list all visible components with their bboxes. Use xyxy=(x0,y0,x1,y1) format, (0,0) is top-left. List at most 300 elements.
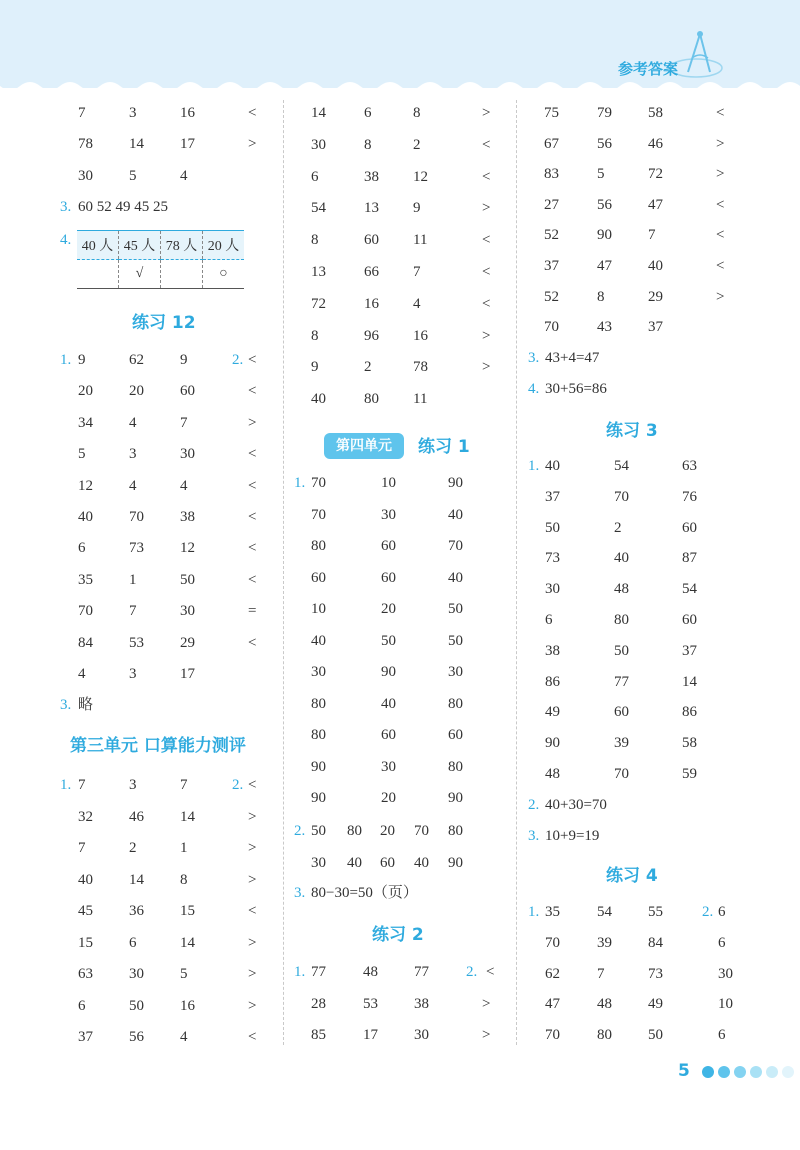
answer-value: 70 xyxy=(311,475,326,491)
table-mark-cell xyxy=(161,260,203,289)
answer-value: 4 xyxy=(180,477,188,494)
table-mark-cell xyxy=(77,260,119,289)
question-number: 3. xyxy=(60,697,72,713)
answer-value: < xyxy=(482,232,491,249)
answer-value: 4 xyxy=(129,414,137,431)
answer-value: < xyxy=(248,540,257,557)
answer-value: 58 xyxy=(648,105,663,121)
answer-value: 58 xyxy=(682,735,697,752)
answer-value: 1 xyxy=(180,840,188,856)
answer-value: 70 xyxy=(544,319,559,336)
answer-value: 38 xyxy=(414,995,429,1012)
answer-value: 35 xyxy=(78,571,93,588)
answer-value: 72 xyxy=(311,295,326,312)
answer-value: 47 xyxy=(545,996,560,1013)
answer-value: 49 xyxy=(648,996,663,1013)
question-number: 1. xyxy=(60,777,72,793)
answer-value: 17 xyxy=(363,1027,378,1043)
table-header-cell: 78 人 xyxy=(161,231,203,260)
answer-value: 14 xyxy=(129,136,144,153)
answer-value: 40 xyxy=(311,391,326,408)
answer-value: < xyxy=(248,903,257,919)
column-divider xyxy=(516,100,517,1045)
question-number: 2. xyxy=(294,823,306,839)
answer-value: 77 xyxy=(414,964,429,980)
answer-value: < xyxy=(248,777,257,793)
answer-value: 4 xyxy=(180,1029,188,1045)
answer-value: > xyxy=(248,997,257,1014)
answer-value: 3 xyxy=(129,666,137,682)
answer-value: 60 52 49 45 25 xyxy=(78,199,168,215)
answer-value: 73 xyxy=(648,965,663,982)
answer-value: 46 xyxy=(648,135,663,152)
answer-value: < xyxy=(482,136,491,153)
answer-value: < xyxy=(248,571,257,588)
column-divider xyxy=(283,100,284,1045)
answer-value: 45 xyxy=(78,903,93,919)
answer-value: 40 xyxy=(311,632,326,649)
question-number: 2. xyxy=(232,352,244,368)
answer-value: 72 xyxy=(648,166,663,183)
answer-value: 30 xyxy=(414,1027,429,1043)
answer-value: 9 xyxy=(180,352,188,368)
answer-value: 16 xyxy=(364,295,379,312)
answer-value: 80 xyxy=(597,1027,612,1044)
answer-value: 70 xyxy=(448,538,463,554)
page-header xyxy=(0,0,800,88)
question-number: 3. xyxy=(294,885,306,901)
answer-value: 78 xyxy=(413,359,428,376)
answer-value: 5 xyxy=(597,166,605,183)
question-number: 1. xyxy=(60,352,72,368)
question-number: 2. xyxy=(528,797,540,813)
section-title: 练习 2 xyxy=(372,925,424,945)
answer-value: 29 xyxy=(648,288,663,305)
answer-value: 80 xyxy=(448,758,463,775)
answer-value: 80 xyxy=(311,695,326,712)
answer-value: 15 xyxy=(180,903,195,919)
answer-value: 7 xyxy=(597,965,605,982)
answer-value: 32 xyxy=(78,808,93,825)
answer-value: 3 xyxy=(129,105,137,121)
answer-value: 55 xyxy=(648,904,663,920)
answer-value: 78 xyxy=(78,136,93,153)
answer-value: > xyxy=(482,359,491,376)
answer-value: 50 xyxy=(614,642,629,659)
answer-value: 60 xyxy=(364,232,379,249)
answer-value: 77 xyxy=(311,964,326,980)
answer-value: 60 xyxy=(381,727,396,743)
answer-value: 50 xyxy=(448,601,463,617)
answer-value: 12 xyxy=(78,477,93,494)
answer-value: 50 xyxy=(448,632,463,649)
answer-value: 13 xyxy=(364,200,379,217)
answer-value: 12 xyxy=(413,168,428,185)
section-title: 练习 4 xyxy=(606,866,658,886)
page-number: 5 xyxy=(678,1061,690,1081)
answer-value: 3 xyxy=(129,777,137,793)
answer-value: 30 xyxy=(311,664,326,680)
answer-value: 20 xyxy=(380,823,395,839)
table-mark-cell: √ xyxy=(119,260,161,289)
answer-value: 5 xyxy=(180,966,188,982)
answer-value: 84 xyxy=(648,934,663,951)
answer-value: > xyxy=(482,1027,491,1043)
answer-value: < xyxy=(486,964,495,980)
answer-value: 54 xyxy=(597,904,612,920)
answer-value: 30 xyxy=(545,581,560,598)
answer-value: 8 xyxy=(597,288,605,305)
answer-value: 46 xyxy=(129,808,144,825)
answer-value: 34 xyxy=(78,414,93,431)
answer-value: 14 xyxy=(180,808,195,825)
answer-value: 12 xyxy=(180,540,195,557)
answer-value: 66 xyxy=(364,264,379,280)
table-header-cell: 40 人 xyxy=(77,231,119,260)
question-number: 3. xyxy=(528,350,540,366)
answer-value: 87 xyxy=(682,550,697,567)
answer-value: > xyxy=(248,934,257,951)
answer-value: 30+56=86 xyxy=(545,381,607,397)
answer-value: < xyxy=(248,634,257,651)
answer-value: 40 xyxy=(414,854,429,871)
question-number: 1. xyxy=(528,904,540,920)
answer-value: 70 xyxy=(129,509,144,525)
answer-value: 70 xyxy=(545,1027,560,1044)
answer-value: 11 xyxy=(413,391,428,408)
answer-value: 70 xyxy=(614,488,629,505)
answer-value: 80 xyxy=(448,823,463,839)
answer-value: 6 xyxy=(545,612,553,628)
answer-value: 60 xyxy=(180,383,195,400)
answer-value: 6 xyxy=(129,934,137,951)
answer-value: > xyxy=(482,995,491,1012)
answer-value: 14 xyxy=(180,934,195,951)
answer-value: 80 xyxy=(364,391,379,408)
question-number: 2. xyxy=(232,777,244,793)
answer-value: 11 xyxy=(413,232,428,249)
answer-value: 77 xyxy=(614,673,629,690)
answer-value: 40 xyxy=(347,854,362,871)
answer-value: < xyxy=(716,258,725,274)
answer-value: 29 xyxy=(180,634,195,651)
answer-value: 40 xyxy=(381,695,396,712)
answer-value: > xyxy=(716,166,725,183)
answer-value: < xyxy=(248,509,257,525)
answer-value: 84 xyxy=(78,634,93,651)
answer-value: 14 xyxy=(682,673,697,690)
answer-value: 15 xyxy=(78,934,93,951)
answer-value: 43+4=47 xyxy=(545,350,600,366)
answer-value: 7 xyxy=(413,264,421,280)
answer-value: 8 xyxy=(180,871,188,888)
answer-value: 2 xyxy=(129,840,137,856)
answer-value: 73 xyxy=(129,540,144,557)
answer-value: 10 xyxy=(311,601,326,617)
question-number: 1. xyxy=(294,475,306,491)
answer-value: 30 xyxy=(180,603,195,620)
answer-value: 70 xyxy=(78,603,93,620)
answer-value: 60 xyxy=(448,727,463,743)
answer-value: 37 xyxy=(648,319,663,336)
answer-value: > xyxy=(248,871,257,888)
answer-value: 56 xyxy=(597,135,612,152)
answer-value: < xyxy=(482,295,491,312)
question-number: 4. xyxy=(60,232,72,248)
answer-value: 63 xyxy=(78,966,93,982)
answer-value: 14 xyxy=(311,105,326,121)
answer-value: 30 xyxy=(718,965,733,982)
answer-value: 4 xyxy=(180,167,188,184)
answer-value: 10+9=19 xyxy=(545,828,600,844)
answer-value: 48 xyxy=(614,581,629,598)
answer-value: 3 xyxy=(129,446,137,463)
table-header-cell: 20 人 xyxy=(203,231,245,260)
answer-value: 4 xyxy=(129,477,137,494)
table-mark-cell: ○ xyxy=(203,260,245,289)
answer-value: 59 xyxy=(682,766,697,782)
answer-value: 9 xyxy=(413,200,421,217)
question-number: 1. xyxy=(528,458,540,474)
question-number: 3. xyxy=(60,199,72,215)
answer-value: 90 xyxy=(448,475,463,491)
answer-value: 37 xyxy=(544,258,559,274)
answer-value: 4 xyxy=(413,295,421,312)
answer-value: 7 xyxy=(78,840,86,856)
answer-value: 90 xyxy=(311,758,326,775)
answer-value: 62 xyxy=(129,352,144,368)
question-number: 4. xyxy=(528,381,540,397)
answer-value: = xyxy=(248,603,257,620)
answer-value: 5 xyxy=(78,446,86,463)
answer-value: 48 xyxy=(363,964,378,980)
answer-value: > xyxy=(248,840,257,856)
section-title: 练习 1 xyxy=(418,437,470,457)
answer-value: 13 xyxy=(311,264,326,280)
answer-value: 2 xyxy=(364,359,372,376)
answer-value: 90 xyxy=(448,854,463,871)
answer-value: 20 xyxy=(381,601,396,617)
answer-value: < xyxy=(248,105,257,121)
question-number: 1. xyxy=(294,964,306,980)
answer-value: 9 xyxy=(78,352,86,368)
answer-value: 6 xyxy=(718,904,726,920)
answer-value: < xyxy=(248,352,257,368)
answer-value: 30 xyxy=(311,854,326,871)
answer-value: < xyxy=(716,196,725,213)
answer-value: 20 xyxy=(129,383,144,400)
answer-value: 85 xyxy=(311,1027,326,1043)
answer-value: 70 xyxy=(545,934,560,951)
answer-value: 10 xyxy=(381,475,396,491)
answer-value: < xyxy=(248,446,257,463)
answer-value: > xyxy=(248,414,257,431)
answer-value: 28 xyxy=(311,995,326,1012)
answer-value: 40 xyxy=(545,458,560,474)
answer-value: 6 xyxy=(78,997,86,1014)
answer-value: 2 xyxy=(614,519,622,536)
answer-value: 90 xyxy=(311,790,326,806)
answer-value: 30 xyxy=(381,758,396,775)
answer-value: 6 xyxy=(718,934,726,951)
answer-value: 38 xyxy=(545,642,560,659)
page-dots-decoration xyxy=(701,1065,797,1079)
header-title: 参考答案 xyxy=(617,60,678,78)
answer-value: 62 xyxy=(545,965,560,982)
answer-value: 90 xyxy=(381,664,396,680)
answer-value: 40 xyxy=(78,509,93,525)
answer-value: 52 xyxy=(544,288,559,305)
answer-value: 略 xyxy=(78,697,94,713)
answer-value: 17 xyxy=(180,666,195,682)
answer-value: 30 xyxy=(78,167,93,184)
answer-value: < xyxy=(482,264,491,280)
answer-value: 30 xyxy=(180,446,195,463)
answer-value: 7 xyxy=(648,227,656,244)
answer-value: 48 xyxy=(545,766,560,782)
question-number: 3. xyxy=(528,828,540,844)
answer-value: 2 xyxy=(413,136,421,153)
answer-value: 80 xyxy=(311,727,326,743)
answer-value: > xyxy=(248,136,257,153)
answer-value: < xyxy=(248,1029,257,1045)
answer-value: 96 xyxy=(364,327,379,344)
answer-value: 9 xyxy=(311,359,319,376)
answer-value: > xyxy=(248,966,257,982)
answer-value: 8 xyxy=(413,105,421,121)
answer-value: 5 xyxy=(129,167,137,184)
answer-value: 10 xyxy=(718,996,733,1013)
answer-value: 40 xyxy=(448,506,463,523)
answer-value: 70 xyxy=(311,506,326,523)
answer-value: 40 xyxy=(78,871,93,888)
answer-value: > xyxy=(482,327,491,344)
answer-value: > xyxy=(482,200,491,217)
answer-value: 60 xyxy=(380,854,395,871)
answer-value: 80 xyxy=(614,612,629,628)
answer-value: 30 xyxy=(448,664,463,680)
answer-value: 47 xyxy=(648,196,663,213)
answer-value: 50 xyxy=(381,632,396,649)
answer-value: 30 xyxy=(381,506,396,523)
answer-value: 86 xyxy=(682,704,697,721)
answer-value: 80−30=50（页） xyxy=(311,885,418,901)
answer-value: 7 xyxy=(78,105,86,121)
answer-value: < xyxy=(482,168,491,185)
answer-value: 40 xyxy=(614,550,629,567)
answer-value: 49 xyxy=(545,704,560,721)
answer-value: 83 xyxy=(544,166,559,183)
header-wave-edge xyxy=(0,80,800,94)
answer-value: 60 xyxy=(682,519,697,536)
answer-value: 75 xyxy=(544,105,559,121)
answer-value: > xyxy=(716,288,725,305)
answer-value: 1 xyxy=(129,571,137,588)
answer-value: 37 xyxy=(545,488,560,505)
compass-icon xyxy=(670,28,730,80)
answer-value: 30 xyxy=(311,136,326,153)
answer-value: 8 xyxy=(311,327,319,344)
answer-value: 73 xyxy=(545,550,560,567)
answer-value: 50 xyxy=(180,571,195,588)
answer-value: 30 xyxy=(129,966,144,982)
answer-value: > xyxy=(482,105,491,121)
answer-value: 90 xyxy=(448,790,463,806)
answer-value: 37 xyxy=(78,1029,93,1045)
answer-value: 8 xyxy=(311,232,319,249)
answer-value: 40 xyxy=(448,569,463,586)
answer-value: 54 xyxy=(311,200,326,217)
answer-value: 90 xyxy=(545,735,560,752)
answer-value: 14 xyxy=(129,871,144,888)
answer-value: 47 xyxy=(597,258,612,274)
section-title: 第三单元 口算能力测评 xyxy=(70,736,246,756)
answer-value: 53 xyxy=(129,634,144,651)
answer-value: 6 xyxy=(364,105,372,121)
answer-value: 38 xyxy=(364,168,379,185)
answer-value: 50 xyxy=(311,823,326,839)
answer-value: 39 xyxy=(597,934,612,951)
answer-value: 40 xyxy=(648,258,663,274)
answer-value: 60 xyxy=(614,704,629,721)
answer-value: < xyxy=(248,383,257,400)
answer-value: 36 xyxy=(129,903,144,919)
answer-value: 6 xyxy=(718,1027,726,1044)
answer-value: 7 xyxy=(180,777,188,793)
answer-value: 60 xyxy=(682,612,697,628)
answer-value: 54 xyxy=(682,581,697,598)
table-header-cell: 45 人 xyxy=(119,231,161,260)
answer-value: 8 xyxy=(364,136,372,153)
question-number: 2. xyxy=(702,904,714,920)
answer-value: < xyxy=(248,477,257,494)
answer-value: 6 xyxy=(311,168,319,185)
answer-value: 52 xyxy=(544,227,559,244)
answer-value: 53 xyxy=(363,995,378,1012)
answer-value: 16 xyxy=(413,327,428,344)
answer-value: 60 xyxy=(381,538,396,554)
answer-value: 80 xyxy=(311,538,326,554)
answer-value: 40+30=70 xyxy=(545,797,607,813)
answer-value: < xyxy=(716,227,725,244)
answer-value: 67 xyxy=(544,135,559,152)
answer-value: 60 xyxy=(311,569,326,586)
answer-value: 7 xyxy=(129,603,137,620)
section-title: 练习 3 xyxy=(606,421,658,441)
answer-value: 43 xyxy=(597,319,612,336)
answer-value: 16 xyxy=(180,997,195,1014)
answer-value: 6 xyxy=(78,540,86,557)
answer-value: 56 xyxy=(129,1029,144,1045)
answer-value: 48 xyxy=(597,996,612,1013)
answer-value: 50 xyxy=(129,997,144,1014)
answer-value: 38 xyxy=(180,509,195,525)
answer-value: 86 xyxy=(545,673,560,690)
answer-value: 16 xyxy=(180,105,195,121)
answer-value: 7 xyxy=(180,414,188,431)
answer-value: 50 xyxy=(545,519,560,536)
answer-value: 70 xyxy=(614,766,629,782)
answer-value: 76 xyxy=(682,488,697,505)
answer-value: 37 xyxy=(682,642,697,659)
answer-value: 54 xyxy=(614,458,629,474)
answer-value: > xyxy=(248,808,257,825)
answer-value: 35 xyxy=(545,904,560,920)
answer-value: 56 xyxy=(597,196,612,213)
answer-value: 17 xyxy=(180,136,195,153)
answer-value: 39 xyxy=(614,735,629,752)
answer-value: 7 xyxy=(78,777,86,793)
